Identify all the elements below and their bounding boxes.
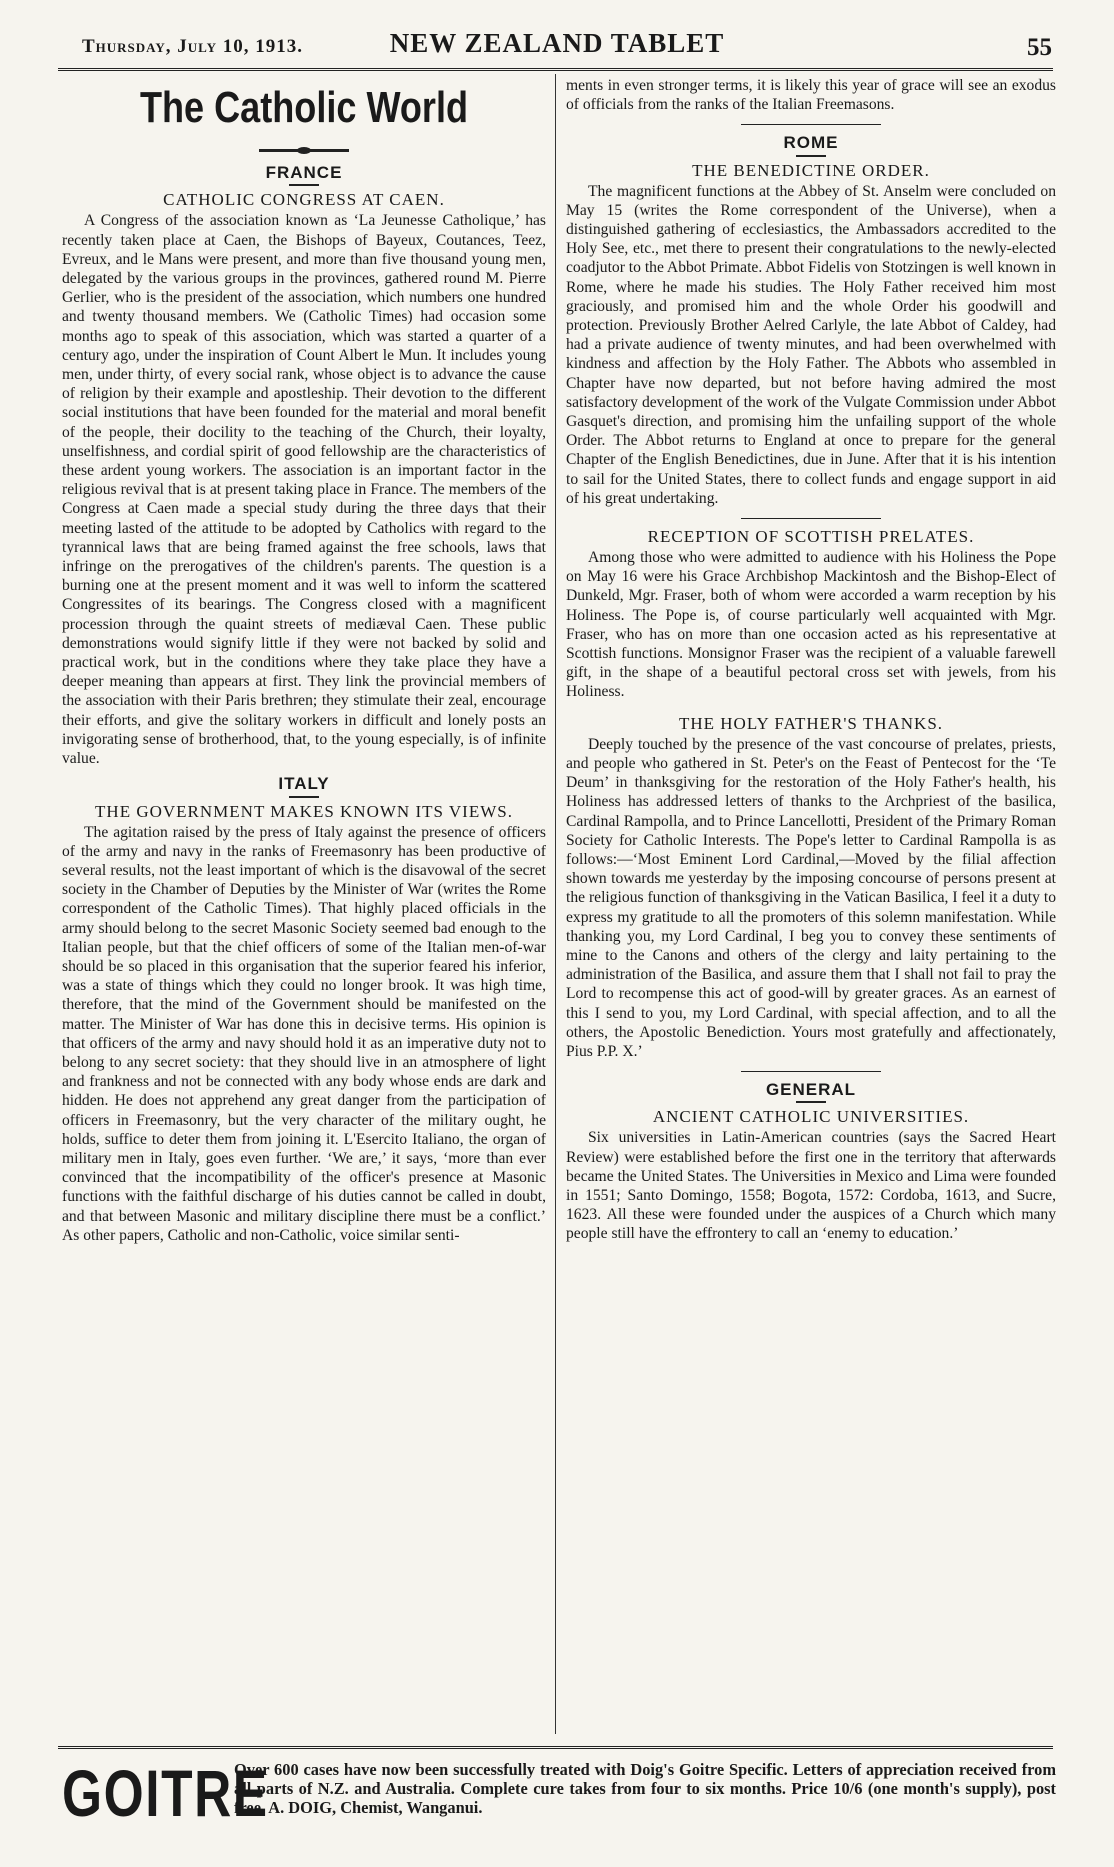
article-body: Deeply touched by the presence of the vast concourse of prelates, priests, and people who gathered in St. Peter's on the Feast of Pentecost for the ‘Te Deum’ in thanksgiving for the restoration of the Holy Father's health, his Holiness has addressed letters of thanks to the Archpriest of the basilica, Cardinal Rampolla, and to Prince Lancellotti, President of the Primary Roman Society for Catholic Interests. The Pope's letter to Cardinal Rampolla is as follows:—‘Most Eminent Lord Cardinal,—Moved by the filial affection shown towards me yesterday by the imposing concourse of persons present at the religious function of thanksgiving in the Vatican Basilica, I feel it a duty to express my gratitude to all the promoters of this solemn manifestation. While thanking you, my Lord Cardinal, I beg you to convey these sentiments of mine to the Canons and others of the clergy and laity pertaining to the administration of the Basilica, and assure them that I shall not fail to pray the Lord to recompense this act of good-will by greater graces. As an earnest of this I send to you, my Lord Cardinal, with special affection, and to all the others, the Apostolic Benediction. Yours most gratefully and affectionately, Pius P.P. X.’ (566, 735, 1056, 1060)
issue-date: Thursday, July 10, 1913. (82, 36, 304, 57)
section-masthead: The Catholic World (139, 83, 469, 132)
ornament-divider (62, 138, 546, 157)
separator-rule (741, 518, 881, 519)
section-rule (796, 155, 826, 157)
article-headline: THE BENEDICTINE ORDER. (692, 160, 930, 180)
left-column (62, 76, 546, 1245)
right-column (566, 76, 1056, 1244)
header-rule (58, 68, 1053, 71)
article-headline: THE GOVERNMENT MAKES KNOWN ITS VIEWS. (95, 801, 513, 821)
section-rule (796, 1101, 826, 1103)
separator-rule (741, 124, 881, 125)
advertisement (62, 1756, 1056, 1840)
advertisement-rule (58, 1746, 1053, 1749)
article-body: The magnificent functions at the Abbey of St. Anselm were concluded on May 15 (writes the Rome correspondent of the Universe), when a distinguished gathering of ecclesiastics, the Ambassadors accredited to the Holy See, etc., met there to present their congratulations to the newly-elected coadjutor to the Abbot Primate. Abbot Fidelis von Stotzingen is well known in Rome, where he made his studies. The Holy Father received him most graciously, and promised him and the whole Order his goodwill and protection. Previously Brother Aelred Carlyle, the late Abbot of Caldey, had had a private audience of twenty minutes, and had been overwhelmed with kindness and affection by the Holy Father. The Abbots who assembled in Chapter have now departed, but not before having admired the most satisfactory development of the work of the Vulgate Commission under Abbot Gasquet's direction, and promising him the unfailing support of the whole Order. The Abbot returns to England at once to prepare for the general Chapter of the English Benedictines, due in June. After that it is his intention to sail for the United States, there to collect funds and engage support in aid of his great undertaking. (566, 182, 1056, 507)
page-header (62, 28, 1052, 68)
section-rule (289, 184, 319, 186)
article-continuation: ments in even stronger terms, it is likely this year of grace will see an exodus of officials from the ranks of the Italian Freemasons. (566, 77, 1056, 114)
section-heading-france: FRANCE (265, 163, 343, 183)
newspaper-title: NEW ZEALAND TABLET (389, 28, 725, 58)
section-heading-rome: ROME (783, 133, 839, 153)
advertisement-brand: GOITRE (62, 1756, 269, 1830)
article-body: A Congress of the association known as ‘La Jeunesse Catholique,’ has recently taken place at Caen, the Bishops of Bayeux, Coutances, Teez, Evreux, and le Mans were present, and more than five thousand young men, delegated by the various groups in the provinces, gathered round M. Pierre Gerlier, who is the president of the association, which numbers one hundred and twenty thousand members. We (Catholic Times) had occasion some months ago to speak of this association, which was started a quarter of a century ago, under the inspiration of Count Albert le Mun. It includes young men, under thirty, of every social rank, whose object is to advance the cause of religion by their example and apostleship. Their devotion to the different social institutions that have been founded for the material and moral benefit of the people, their docility to the teaching of the Church, their loyalty, unselfishness, and cordial spirit of good fellowship are the characteristics of these ardent young workers. The association is an important factor in the religious revival that is at present taking place in France. The members of the Congress at Caen made a special study during the three days that their meeting lasted of the attitude to be adopted by Catholics with regard to the tyrannical laws that are being framed against the free schools, laws that infringe on the prerogatives of the children's parents. The question is a burning one at the present moment and it was well to inform the scattered Congressites of its bearings. The Congress closed with a magnificent procession through the quaint streets of mediæval Caen. These public demonstrations would signify little if they were not backed by solid and practical work, but in the conditions where they take place they have a deeper meaning than appears at first. They link the provincial members of the association with their Paris brethren; they stimulate their zeal, encourage their efforts, and give the solitary workers in difficult and lonely posts an invigorating sense of brotherhood, that, to the young especially, is of infinite value. (62, 212, 546, 768)
article-body: The agitation raised by the press of Italy against the presence of officers of the army and navy in the ranks of Freemasonry has been productive of several results, not the least important of which is the disavowal of the secret society in the Chamber of Deputies by the Minister of War (writes the Rome correspondent of the Catholic Times). That highly placed officials in the army should belong to the secret Masonic Society seemed bad enough to the Italian people, but that the chief officers of some of the Italian men-of-war should be so placed in this organisation that the superior feared his inferior, was a state of things which they could no longer brook. It was high time, therefore, that the mind of the Government should be manifested on the matter. The Minister of War has done this in decisive terms. His opinion is that officers of the army and navy should hold it as an imperative duty not to belong to any secret society: that they should live in an atmosphere of light and frankness and not be connected with any body whose ends are dark and hidden. He does not apprehend any great danger from the participation of officers in Freemasonry, but the very character of the military ought, he holds, suffice to deter them from joining it. L'Esercito Italiano, the organ of military men in Italy, goes even further. ‘We are,’ it says, ‘more than ever convinced that the incompatibility of the officer's presence at Masonic functions with the faithful discharge of his duties cannot be called in doubt, and that between Masonic and military discipline there must be a conflict.’ As other papers, Catholic and non-Catholic, voice similar senti- (62, 823, 546, 1244)
article-headline: RECEPTION OF SCOTTISH PRELATES. (647, 527, 975, 547)
article-body: Among those who were admitted to audience with his Holiness the Pope on May 16 were his Grace Archbishop Mackintosh and the Bishop-Elect of Dunkeld, Mgr. Fraser, both of whom were accorded a warm reception by his Holiness. The Pope is, of course particularly well acquainted with Mgr. Fraser, who has on more than one occasion acted as his representative at Scottish functions. Monsignor Fraser was the recipient of a valuable farewell gift, in the shape of a beautiful pectoral cross set with jewels, from his Holiness. (566, 549, 1056, 701)
column-divider (555, 74, 556, 1734)
section-heading-italy: ITALY (278, 774, 330, 794)
article-body: Six universities in Latin-American countries (says the Sacred Heart Review) were established before the first one in the territory that afterwards became the United States. The Universities in Mexico and Lima were founded in 1551; Santo Domingo, 1558; Bogota, 1572: Cordoba, 1613, and Sucre, 1623. All these were founded under the auspices of a Church which many people still have the effrontery to call an ‘enemy to education.’ (566, 1129, 1056, 1243)
section-heading-general: GENERAL (765, 1080, 857, 1100)
advertisement-copy: Over 600 cases have now been successfully treated with Doig's Goitre Specific. Letters of appreciation received from all parts of N.Z. and Australia. Complete cure takes from four to six months. Price 10/6 (one month's supply), post free. A. DOIG, Chemist, Wanganui. (234, 1760, 1056, 1817)
section-rule (289, 796, 319, 798)
article-headline: THE HOLY FATHER'S THANKS. (678, 713, 944, 733)
page-number: 55 (1027, 34, 1052, 61)
article-headline: ANCIENT CATHOLIC UNIVERSITIES. (652, 1107, 970, 1127)
article-headline: CATHOLIC CONGRESS AT CAEN. (163, 190, 445, 210)
separator-rule (741, 1071, 881, 1072)
